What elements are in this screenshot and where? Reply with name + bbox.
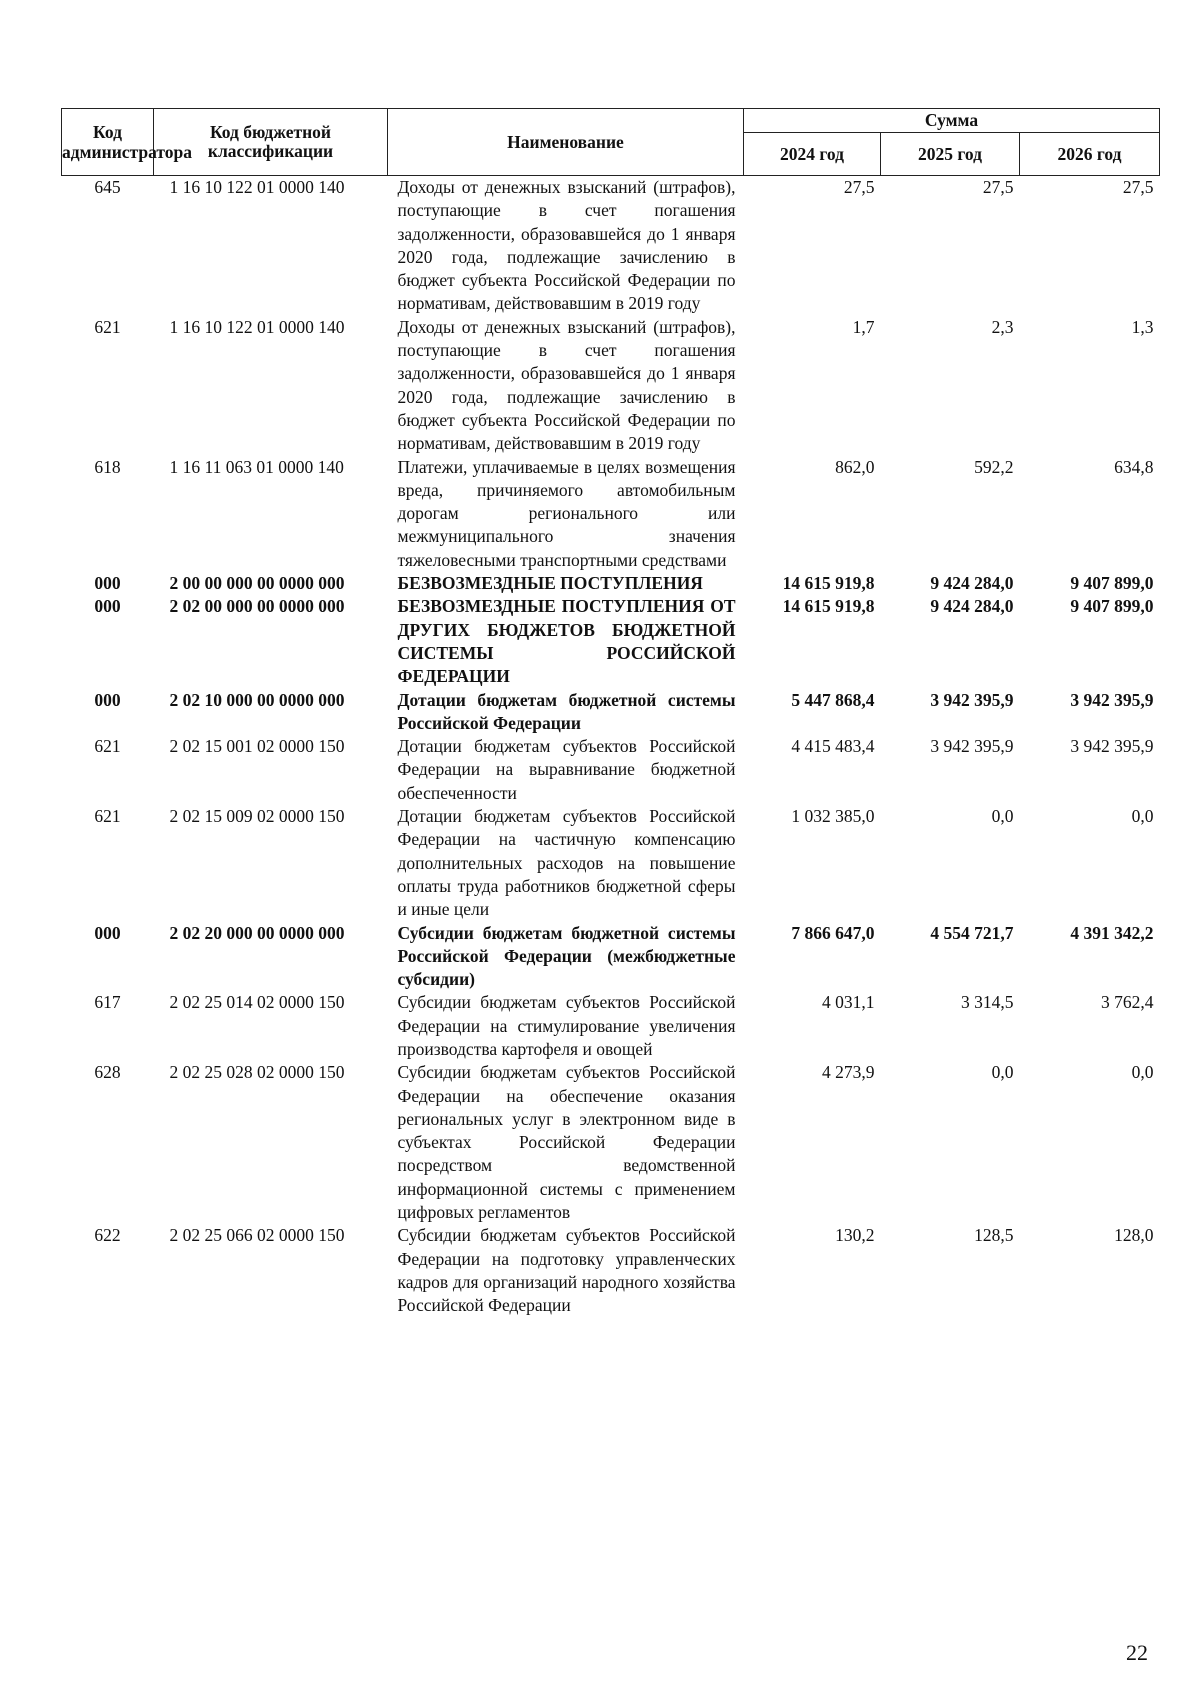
cell-admin-code: 621 [94,736,121,757]
cell-sum-2025: 9 424 284,0 [930,573,1014,594]
cell-name: Субсидии бюджетам субъектов Российской Федерации на подготовку управленческих кадров для организаций народного хозяйства Российской Федерации [397,1225,736,1316]
cell-sum-2024: 4 415 483,4 [791,736,875,757]
header-budget-code: Код бюджетной классификации [154,109,388,176]
cell-sum-2025: 128,5 [974,1225,1014,1246]
cell-budget-code: 2 02 15 001 02 0000 150 [169,736,345,757]
cell-budget-code: 2 02 25 028 02 0000 150 [169,1062,345,1083]
cell-budget-code: 2 02 15 009 02 0000 150 [169,806,345,827]
cell-name: Дотации бюджетам субъектов Российской Федерации на выравнивание бюджетной обеспеченности [397,736,736,803]
cell-name: Субсидии бюджетам бюджетной системы Российской Федерации (межбюджетные субсидии) [397,922,736,990]
cell-sum-2026: 9 407 899,0 [1070,573,1154,594]
header-year-2026: 2026 год [1020,133,1160,176]
cell-budget-code: 2 02 10 000 00 0000 000 [169,689,345,710]
cell-name: Доходы от денежных взысканий (штрафов), поступающие в счет погашения задолженности, образовавшейся до 1 января 2020 года, подлежащие зачислению в бюджет субъекта Российской Федерации по нормативам, действовавшим в 2019 году [397,177,736,314]
table-body [62,176,1160,1318]
cell-sum-2026: 128,0 [1114,1225,1154,1246]
cell-sum-2024: 1,7 [852,316,875,337]
cell-budget-code: 2 02 25 014 02 0000 150 [169,992,345,1013]
cell-admin-code: 000 [94,573,121,594]
cell-admin-code: 000 [94,596,121,617]
cell-sum-2024: 7 866 647,0 [791,922,875,943]
cell-name: Субсидии бюджетам субъектов Российской Федерации на стимулирование увеличения производства картофеля и овощей [397,992,736,1059]
header-name: Наименование [388,109,744,176]
table-row [62,991,1160,1061]
header-sum: Сумма [744,109,1160,133]
cell-sum-2026: 9 407 899,0 [1070,596,1154,617]
cell-name: Доходы от денежных взысканий (штрафов), поступающие в счет погашения задолженности, образовавшейся до 1 января 2020 года, подлежащие зачислению в бюджет субъекта Российской Федерации по нормативам, действовавшим в 2019 году [397,316,736,454]
cell-budget-code: 2 02 00 000 00 0000 000 [169,596,345,617]
cell-budget-code: 1 16 11 063 01 0000 140 [169,456,344,477]
cell-admin-code: 645 [94,177,121,197]
header-admin-code: Код администратора [62,109,154,176]
cell-admin-code: 000 [94,689,121,710]
cell-name: БЕЗВОЗМЕЗДНЫЕ ПОСТУПЛЕНИЯ ОТ ДРУГИХ БЮДЖЕТОВ БЮДЖЕТНОЙ СИСТЕМЫ РОССИЙСКОЙ ФЕДЕРАЦИИ [397,596,736,687]
cell-sum-2025: 3 314,5 [961,992,1014,1013]
cell-sum-2026: 3 762,4 [1101,992,1154,1013]
cell-sum-2025: 2,3 [991,316,1014,337]
table-row [62,1224,1160,1317]
cell-budget-code: 2 02 20 000 00 0000 000 [169,922,345,943]
cell-sum-2025: 0,0 [991,1062,1014,1083]
cell-sum-2024: 4 273,9 [822,1062,875,1083]
cell-sum-2026: 3 942 395,9 [1070,736,1154,757]
cell-admin-code: 617 [94,992,121,1013]
cell-sum-2025: 592,2 [974,456,1014,477]
cell-admin-code: 622 [94,1225,121,1246]
cell-sum-2024: 1 032 385,0 [791,806,875,827]
cell-name: Платежи, уплачиваемые в целях возмещения вреда, причиняемого автомобильным дорогам регионального или межмуниципального значения тяжеловесными транспортными средствами [397,456,736,570]
cell-sum-2024: 14 615 919,8 [782,573,875,594]
cell-sum-2025: 3 942 395,9 [930,689,1014,710]
cell-sum-2026: 634,8 [1114,456,1154,477]
header-year-2025: 2025 год [881,133,1020,176]
cell-sum-2026: 1,3 [1131,316,1154,337]
cell-budget-code: 1 16 10 122 01 0000 140 [169,316,345,337]
cell-sum-2024: 130,2 [835,1225,875,1246]
cell-name: Дотации бюджетам субъектов Российской Федерации на частичную компенсацию дополнительных расходов на повышение оплаты труда работников бюджетной сферы и иные цели [397,806,736,920]
cell-sum-2026: 3 942 395,9 [1070,689,1154,710]
cell-sum-2025: 27,5 [982,177,1014,197]
cell-budget-code: 1 16 10 122 01 0000 140 [169,177,345,197]
table-row [62,689,1160,736]
table-row [62,805,1160,921]
cell-sum-2024: 5 447 868,4 [791,689,875,710]
table-row [62,922,1160,992]
cell-sum-2024: 14 615 919,8 [782,596,875,617]
revenue-table [61,108,1160,1318]
cell-name: Дотации бюджетам бюджетной системы Российской Федерации [397,689,736,733]
header-year-2024: 2024 год [744,133,881,176]
cell-admin-code: 618 [94,456,121,477]
cell-budget-code: 2 00 00 000 00 0000 000 [169,573,345,594]
cell-admin-code: 621 [94,806,121,827]
table-row [62,176,1160,316]
cell-sum-2024: 862,0 [835,456,875,477]
cell-admin-code: 621 [94,316,121,337]
cell-sum-2026: 4 391 342,2 [1070,922,1154,943]
table-row [62,595,1160,688]
cell-sum-2026: 0,0 [1131,1062,1154,1083]
cell-sum-2025: 9 424 284,0 [930,596,1014,617]
table-row [62,316,1160,456]
cell-name: БЕЗВОЗМЕЗДНЫЕ ПОСТУПЛЕНИЯ [397,573,703,594]
cell-sum-2025: 3 942 395,9 [930,736,1014,757]
table-row [62,456,1160,572]
cell-sum-2024: 27,5 [843,177,875,197]
cell-sum-2025: 0,0 [991,806,1014,827]
table-row [62,1061,1160,1224]
cell-sum-2024: 4 031,1 [822,992,875,1013]
table-row [62,735,1160,805]
cell-sum-2026: 27,5 [1122,177,1154,197]
cell-sum-2026: 0,0 [1131,806,1154,827]
table-row [62,572,1160,595]
cell-name: Субсидии бюджетам субъектов Российской Федерации на обеспечение оказания региональных услуг в электронном виде в субъектах Российской Федерации посредством ведомственной информационной системы с применением цифровых регламентов [397,1062,736,1223]
cell-admin-code: 628 [94,1062,121,1083]
page-number: 22 [1126,1640,1148,1665]
table-header [62,109,1160,176]
cell-admin-code: 000 [94,922,121,943]
cell-sum-2025: 4 554 721,7 [930,922,1014,943]
cell-budget-code: 2 02 25 066 02 0000 150 [169,1225,345,1246]
